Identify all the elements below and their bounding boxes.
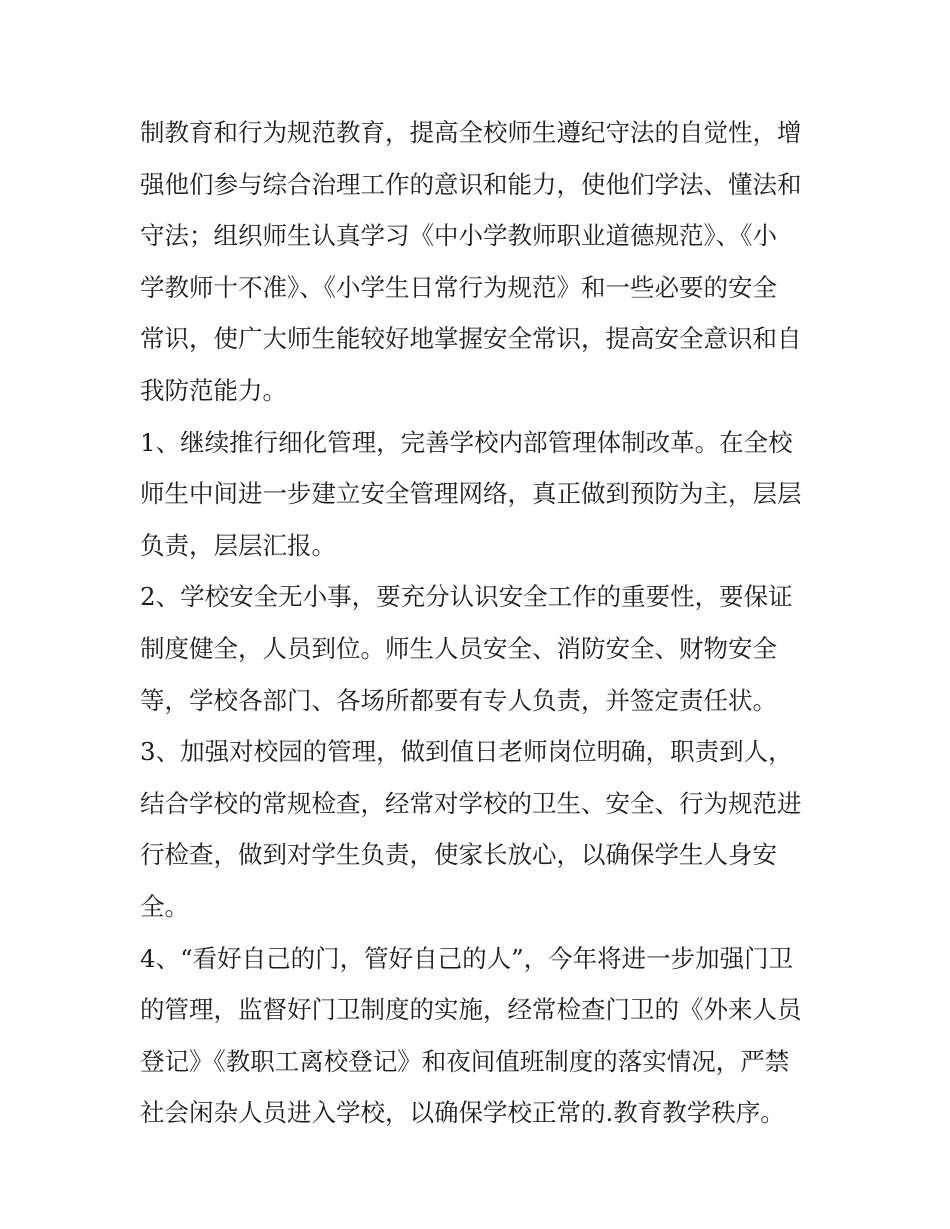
text-line: 制教育和行为规范教育，提高全校师生遵纪守法的自觉性，增 — [140, 118, 802, 147]
text-line: 行检查，做到对学生负责，使家长放心，以确保学生人身安 — [140, 840, 777, 870]
document-body — [140, 107, 820, 1139]
text-line: 常识，使广大师生能较好地掌握安全常识，提高安全意识和自 — [140, 324, 802, 354]
text-line: 社会闲杂人员进入学校，以确保学校正常的.教育教学秩序。 — [140, 1098, 785, 1128]
text-line: 师生中间进一步建立安全管理网络，真正做到预防为主，层层 — [140, 479, 802, 509]
text-line: 登记》《教职工离校登记》和夜间值班制度的落实情况，严禁 — [140, 1046, 790, 1076]
text-line: 制度健全，人员到位。师生人员安全、消防安全、财物安全 — [140, 633, 777, 663]
text-line: 全。 — [140, 891, 189, 921]
text-line: 等，学校各部门、各场所都要有专人负责，并签定责任状。 — [140, 685, 777, 715]
text-line: 3、加强对校园的管理，做到值日老师岗位明确，职责到人， — [140, 737, 793, 767]
text-line: 结合学校的常规检查，经常对学校的卫生、安全、行为规范进 — [140, 788, 802, 818]
text-line: 4、“看好自己的门，管好自己的人”，今年将进一步加强门卫 — [140, 943, 794, 973]
text-line: 1、继续推行细化管理，完善学校内部管理体制改革。在全校 — [140, 427, 793, 457]
text-line: 学教师十不准》、《小学生日常行为规范》和一些必要的安全 — [140, 272, 777, 302]
text-line: 强他们参与综合治理工作的意识和能力，使他们学法、懂法和 — [140, 169, 802, 199]
text-line: 2、学校安全无小事，要充分认识安全工作的重要性，要保证 — [140, 582, 793, 612]
text-line: 负责，层层汇报。 — [140, 530, 336, 560]
text-line: 的管理，监督好门卫制度的实施，经常检查门卫的《外来人员 — [140, 995, 802, 1025]
text-line: 我防范能力。 — [140, 375, 287, 405]
text-line: 守法；组织师生认真学习《中小学教师职业道德规范》、《小 — [140, 221, 777, 251]
